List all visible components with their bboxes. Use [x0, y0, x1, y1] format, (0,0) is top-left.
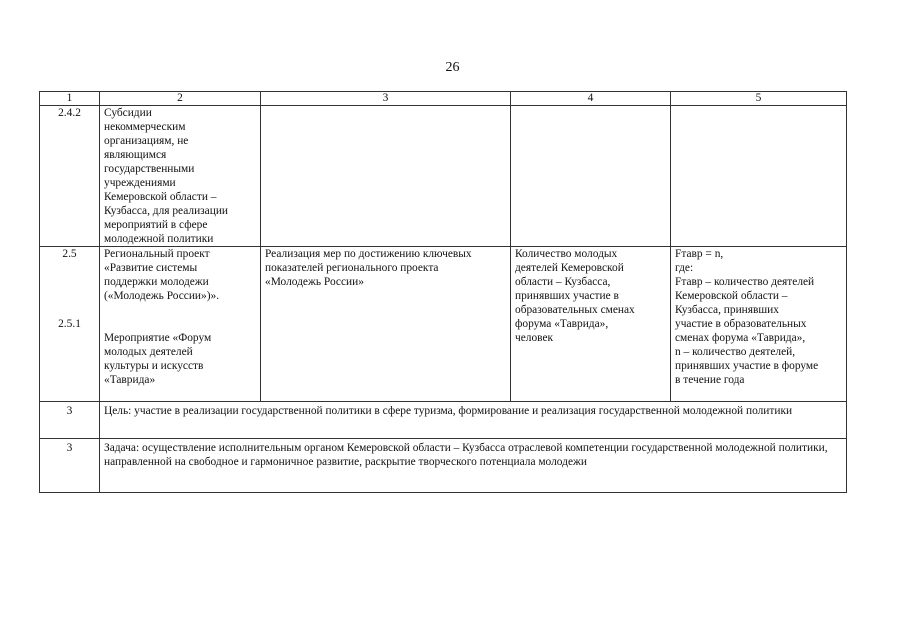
row-name-cell [100, 247, 261, 402]
row-number: 3 [40, 439, 100, 493]
cell-line: образовательных сменах [515, 304, 635, 316]
row-number: 2.4.2 [40, 106, 100, 247]
table-header-row [40, 92, 847, 106]
empty-cell [261, 106, 511, 247]
cell-line: Кемеровской области – [104, 191, 217, 203]
indicator-cell [511, 247, 671, 402]
row-number: 2.5 [62, 248, 77, 260]
cell-line: человек [515, 332, 554, 344]
row-number: 3 [40, 402, 100, 439]
formula-cell [671, 247, 847, 402]
cell-line: показателей регионального проекта [265, 262, 439, 274]
cell-line: мероприятий в сфере [104, 219, 208, 231]
task-row [40, 439, 847, 493]
cell-line: Кемеровской области – [675, 290, 788, 302]
cell-line: Кузбасса, для реализации [104, 205, 229, 217]
cell-line: «Развитие системы [104, 262, 198, 274]
cell-line: Субсидии [104, 107, 152, 119]
cell-line: области – Кузбасса, [515, 276, 611, 288]
cell-line: Кузбасса, принявших [675, 304, 779, 316]
cell-line: молодых деятелей [104, 346, 193, 358]
empty-cell [671, 106, 847, 247]
row-number-cell [40, 247, 100, 402]
page-number: 26 [445, 60, 460, 75]
cell-line: «Молодежь России» [265, 276, 364, 288]
cell-line: где: [675, 262, 694, 274]
task-text: Задача: осуществление исполнительным органом Кемеровской области – Кузбасса отраслевой компетенции государственной молодежной политики, направленной на свободное и гармоничное развитие, раскрытие творческого потенциала молодежи [100, 439, 847, 493]
cell-line: учреждениями [104, 177, 176, 189]
cell-line: молодежной политики [104, 233, 214, 245]
cell-line: деятелей Кемеровской [515, 262, 624, 274]
cell-line: культуры и искусств [104, 360, 204, 372]
cell-line: сменах форума «Таврида», [675, 332, 806, 344]
cell-line: организациям, не [104, 135, 189, 147]
document-table [39, 91, 847, 493]
cell-line: Региональный проект [104, 248, 210, 260]
cell-line: («Молодежь России»)». [104, 290, 220, 302]
cell-line: принявших участие в [515, 290, 619, 302]
cell-line: участие в образовательных [675, 318, 807, 330]
table-row [40, 106, 847, 247]
cell-line: форума «Таврида», [515, 318, 609, 330]
cell-line: Fтавр – количество деятелей [675, 276, 815, 288]
goal-row [40, 402, 847, 439]
cell-line: Fтавр = n, [675, 248, 724, 260]
column-header: 1 [40, 92, 100, 106]
row-number: 2.5.1 [58, 318, 81, 330]
cell-line: являющимся [104, 149, 167, 161]
cell-line: Реализация мер по достижению ключевых [265, 248, 472, 260]
table-row [40, 247, 847, 402]
cell-line: некоммерческим [104, 121, 186, 133]
cell-line: в течение года [675, 374, 745, 386]
measure-cell [261, 247, 511, 402]
cell-line: государственными [104, 163, 195, 175]
cell-line: принявших участие в форуме [675, 360, 819, 372]
cell-line: «Таврида» [104, 374, 156, 386]
empty-cell [511, 106, 671, 247]
column-header: 2 [100, 92, 261, 106]
cell-line: n – количество деятелей, [675, 346, 796, 358]
column-header: 5 [671, 92, 847, 106]
column-header: 4 [511, 92, 671, 106]
row-name-cell [100, 106, 261, 247]
column-header: 3 [261, 92, 511, 106]
cell-line: поддержки молодежи [104, 276, 209, 288]
goal-text: Цель: участие в реализации государственной политики в сфере туризма, формирование и реализация государственной молодежной политики [100, 402, 847, 439]
cell-line: Количество молодых [515, 248, 618, 260]
cell-line: Мероприятие «Форум [104, 332, 212, 344]
